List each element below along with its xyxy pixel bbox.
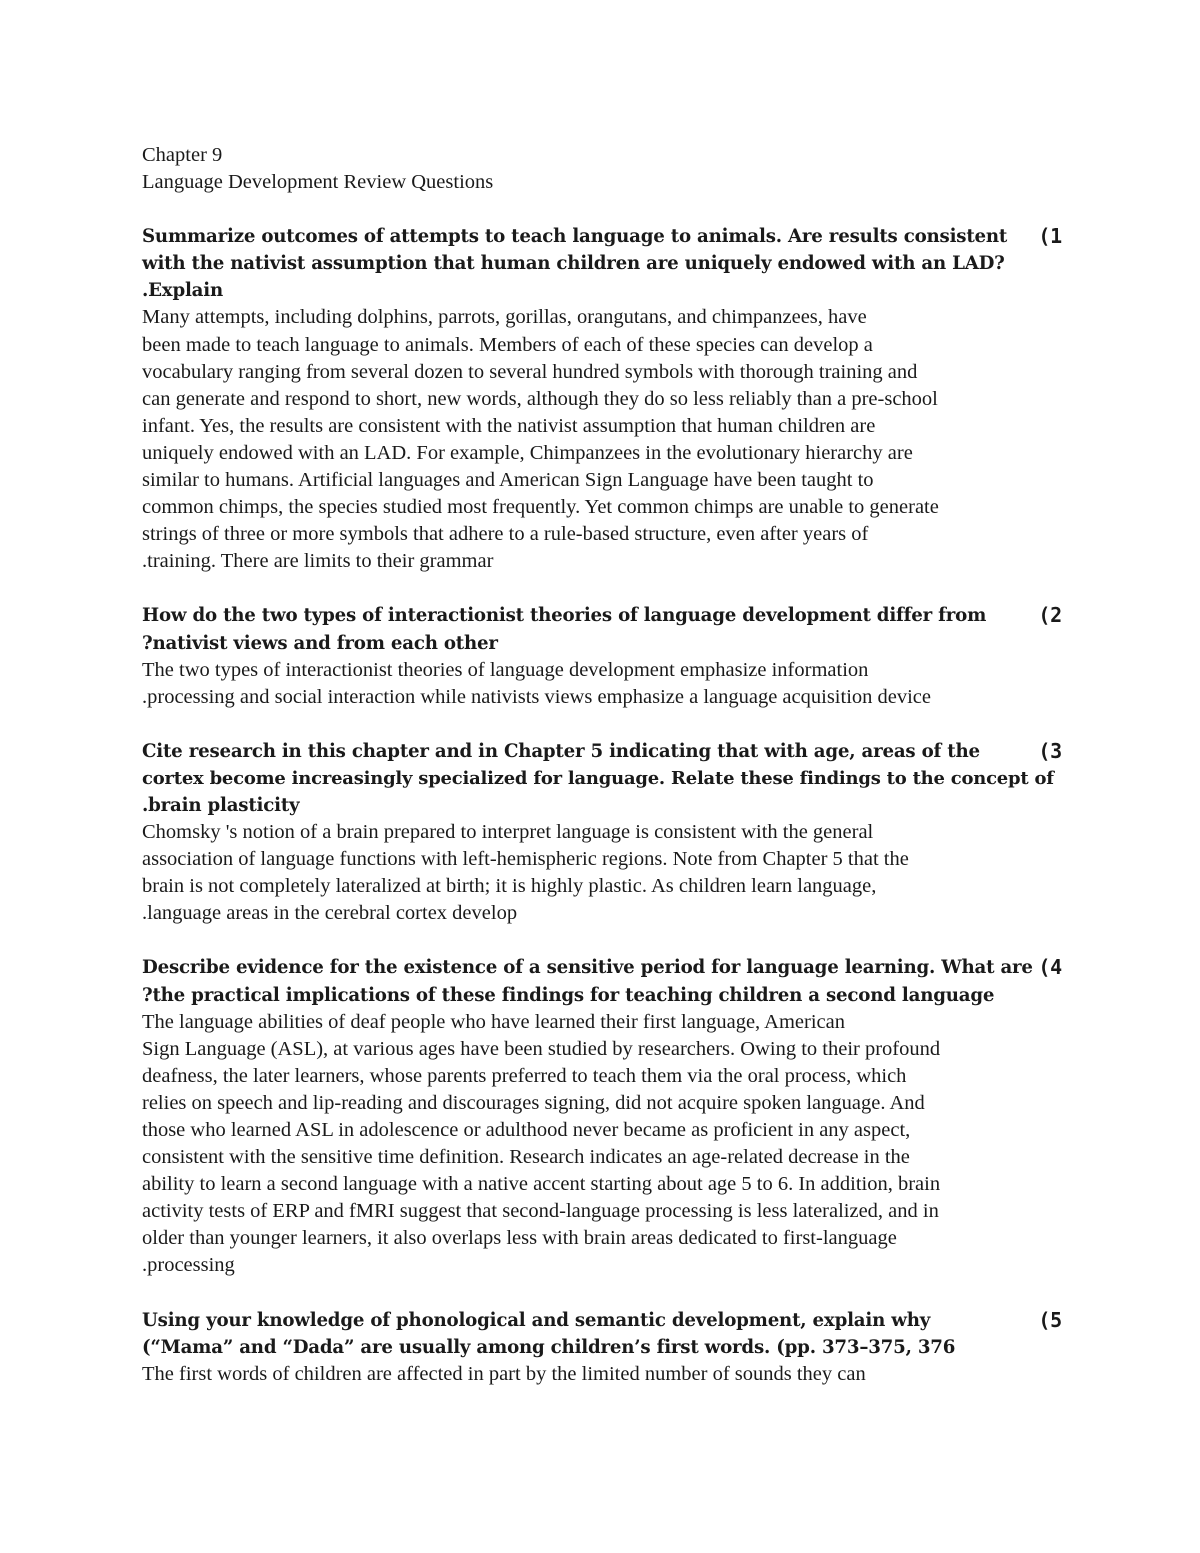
question-text: Cite research in this chapter and in Chapter 5 indicating that with age, areas of the	[142, 740, 980, 762]
answer-line: those who learned ASL in adolescence or adulthood never became as proficient in any aspect,	[142, 1119, 911, 1141]
questions-list	[142, 223, 1062, 1388]
question-block	[142, 954, 1062, 1279]
answer-line: The language abilities of deaf people who have learned their first language, American	[142, 1010, 845, 1033]
question-number: (3	[1038, 738, 1062, 763]
answer-line: .language areas in the cerebral cortex develop	[142, 902, 518, 925]
answer-line: Many attempts, including dolphins, parrots, gorillas, orangutans, and chimpanzees, have	[142, 306, 867, 329]
answer-line: activity tests of ERP and fMRI suggest that second-language processing is less lateralized, and in	[142, 1200, 939, 1223]
answer-line: Sign Language (ASL), at various ages have been studied by researchers. Owing to their profound	[142, 1037, 941, 1060]
answer-line: been made to teach language to animals. Members of each of these species can develop a	[142, 333, 873, 356]
answer-line: The first words of children are affected in part by the limited number of sounds they can	[142, 1362, 866, 1385]
question-text: ?the practical implications of these findings for teaching children a second language	[142, 984, 995, 1006]
answer-line: consistent with the sensitive time definition. Research indicates an age-related decrease in the	[142, 1146, 910, 1169]
question-text: (“Mama” and “Dada” are usually among children’s first words. (pp. 373–375, 376	[142, 1336, 956, 1358]
answer-line: .processing and social interaction while nativists views emphasize a language acquisition device	[142, 685, 932, 708]
question-block	[142, 738, 1062, 928]
question-text: Describe evidence for the existence of a sensitive period for language learning. What are	[142, 957, 1033, 979]
answer-line: uniquely endowed with an LAD. For example, Chimpanzees in the evolutionary hierarchy are	[142, 441, 913, 464]
question-line	[142, 223, 1062, 250]
question-number: (1	[1038, 224, 1062, 249]
question-block	[142, 223, 1062, 575]
answer-line: relies on speech and lip-reading and discourages signing, did not acquire spoken language. And	[142, 1091, 925, 1114]
answer-line: brain is not completely lateralized at birth; it is highly plastic. As children learn language,	[142, 875, 877, 898]
answer-line: ability to learn a second language with a native accent starting about age 5 to 6. In addition, brain	[142, 1173, 941, 1196]
answer-line: The two types of interactionist theories of language development emphasize information	[142, 658, 869, 681]
answer-line: infant. Yes, the results are consistent with the nativist assumption that human children are	[142, 414, 876, 437]
question-text: How do the two types of interactionist theories of language development differ from	[142, 605, 987, 627]
question-number: (2	[1038, 603, 1062, 628]
question-text: .Explain	[142, 280, 223, 302]
document-subtitle: Language Development Review Questions	[142, 171, 494, 194]
answer-line: strings of three or more symbols that adhere to a rule-based structure, even after years of	[142, 523, 869, 546]
document-page	[142, 142, 1062, 1388]
question-line	[142, 982, 1062, 1009]
question-number: (5	[1038, 1307, 1062, 1332]
question-text: cortex become increasingly specialized for language. Relate these findings to the concept of	[142, 767, 1054, 789]
question-line	[142, 1307, 1062, 1334]
chapter-heading: Chapter 9	[142, 144, 223, 166]
answer-line: can generate and respond to short, new words, although they do so less reliably than a pre-school	[142, 387, 938, 410]
question-text: Using your knowledge of phonological and semantic development, explain why	[142, 1309, 931, 1331]
question-line	[142, 602, 1062, 629]
question-block	[142, 1307, 1062, 1388]
answer-line: vocabulary ranging from several dozen to several hundred symbols with thorough training and	[142, 360, 918, 383]
question-text: ?nativist views and from each other	[142, 632, 498, 654]
question-line	[142, 277, 1062, 304]
question-line	[142, 765, 1062, 792]
question-line	[142, 792, 1062, 819]
question-line	[142, 954, 1062, 981]
question-line	[142, 630, 1062, 657]
answer-line: association of language functions with left-hemispheric regions. Note from Chapter 5 that the	[142, 848, 909, 871]
question-number: (4	[1038, 955, 1062, 980]
question-line	[142, 250, 1062, 277]
answer-line: common chimps, the species studied most frequently. Yet common chimps are unable to generate	[142, 496, 939, 519]
answer-line: deafness, the later learners, whose parents preferred to teach them via the oral process, which	[142, 1064, 907, 1087]
question-text: with the nativist assumption that human children are uniquely endowed with an LAD?	[142, 253, 1005, 275]
question-text: .brain plasticity	[142, 794, 300, 816]
question-line	[142, 738, 1062, 765]
answer-line: similar to humans. Artificial languages and American Sign Language have been taught to	[142, 469, 874, 492]
answer-line: .training. There are limits to their grammar	[142, 550, 494, 573]
answer-line: Chomsky 's notion of a brain prepared to interpret language is consistent with the general	[142, 821, 874, 844]
question-block	[142, 602, 1062, 710]
answer-line: older than younger learners, it also overlaps less with brain areas dedicated to first-language	[142, 1227, 897, 1250]
question-line	[142, 1334, 1062, 1361]
answer-line: .processing	[142, 1254, 235, 1277]
question-text: Summarize outcomes of attempts to teach language to animals. Are results consistent	[142, 226, 1008, 248]
